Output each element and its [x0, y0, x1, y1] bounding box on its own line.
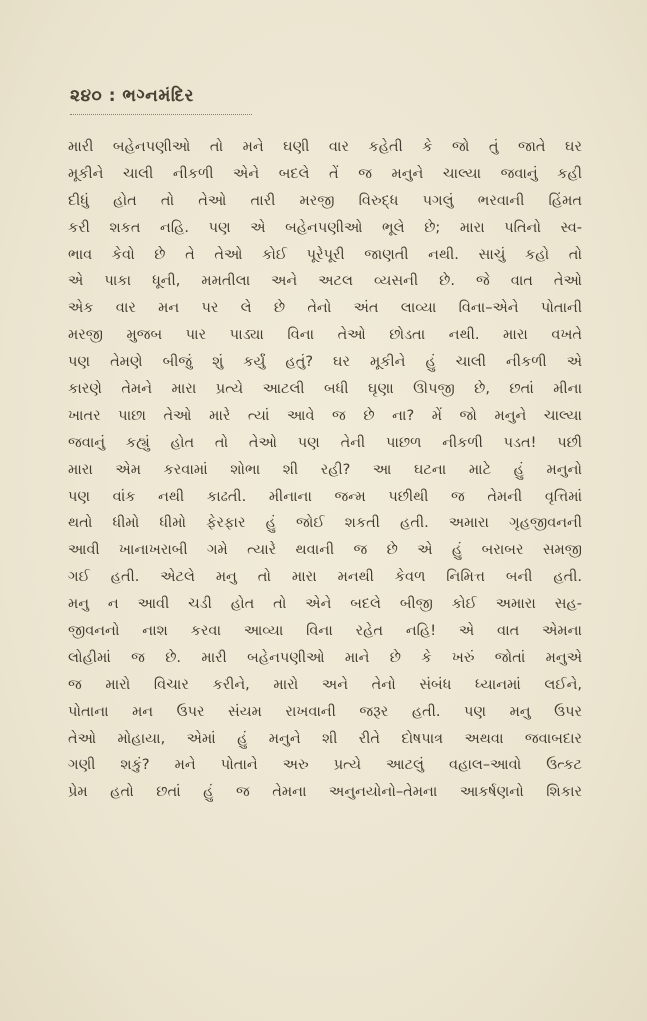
text-line: ગઈ હતી. એટલે મનુ તો મારા મનથી કેવળ નિમિત્ત બની હતી. [68, 569, 582, 586]
text-line: એ પાકા ધૂની, મમતીલા અને અટલ વ્યસની છે. જે વાત તેઓ [68, 273, 582, 290]
text-line: પણ વાંક નથી કાઢતી. મીનાના જન્મ પછીથી જ તેમની વૃત્તિમાં [68, 488, 582, 505]
text-line: ભાવ કેવો છે તે તેઓ કોઈ પૂરેપૂરી જાણતી નથી. સાચું કહો તો [68, 246, 582, 263]
text-line: ખાતર પાછા તેઓ મારે ત્યાં આવે જ છે ના? મેં જો મનુને ચાલ્યા [68, 407, 582, 424]
text-line: મનુ ન આવી ચડી હોત તો એને બદલે બીજી કોઈ અમારા સહ- [68, 596, 582, 613]
text-line: પ્રેમ હતો છતાં હું જ તેમના અનુનયોનો–તેમના આકર્ષણનો શિકાર [68, 784, 582, 801]
text-line: થતો ધીમો ધીમો ફેરફાર હું જોઈ શકતી હતી. અમારા ગૃહજીવનની [68, 515, 582, 532]
text-line: મરજી મુજબ પાર પાડ્યા વિના તેઓ છોડતા નથી. મારા વખતે [68, 327, 582, 344]
text-line: પોતાના મન ઉપર સંયમ રાખવાની જરૂર હતી. પણ મનુ ઉપર [68, 703, 582, 720]
running-header [70, 86, 194, 106]
text-line: કરી શકત નહિ. પણ એ બહેનપણીઓ ભૂલે છે; મારા પતિનો સ્વ- [68, 219, 582, 236]
text-line: જીવનનો નાશ કરવા આવ્યા વિના રહેત નહિ! એ વાત એમના [68, 623, 582, 640]
text-line: જ મારો વિચાર કરીને, મારો અને તેનો સંબંધ ધ્યાનમાં લઈને, [68, 676, 582, 693]
text-line: મારા એમ કરવામાં શોભા શી રહી? આ ઘટના માટે હું મનુનો [68, 461, 582, 478]
text-line: જવાનું કહ્યું હોત તો તેઓ પણ તેની પાછળ નીકળી પડત! પછી [68, 434, 582, 451]
text-line: પણ તેમણે બીજું શું કર્યું હતું? ઘર મૂકીને હું ચાલી નીકળી એ [68, 354, 582, 371]
text-line: ગણી શકું? મને પોતાને અરુ પ્રત્યે આટલું વહાલ–આવો ઉત્કટ [68, 757, 582, 774]
body-text [68, 134, 582, 806]
text-line: દીધું હોત તો તેઓ તારી મરજી વિરુદ્ધ પગલું ભરવાની હિંમત [68, 192, 582, 209]
text-line: તેઓ મોહાયા, એમાં હું મનુને શી રીતે દોષપાત્ર અથવા જવાબદાર [68, 730, 582, 747]
text-line: એક વાર મન પર લે છે તેનો અંત લાવ્યા વિના–એને પોતાની [68, 300, 582, 317]
text-line: લોહીમાં જ છે. મારી બહેનપણીઓ માને છે કે ખરું જોતાં મનુએ [68, 649, 582, 666]
text-line: આવી ખાનાખરાબી ગમે ત્યારે થવાની જ છે એ હું બરાબર સમજી [68, 542, 582, 559]
page-number: ૨૪૦ [70, 86, 103, 106]
text-line: મારી બહેનપણીઓ તો મને ઘણી વાર કહેતી કે જો તું જાતે ઘર [68, 139, 582, 155]
header-divider [70, 114, 252, 115]
text-line: મૂકીને ચાલી નીકળી એને બદલે તેં જ મનુને ચાલ્યા જવાનું કહી [68, 165, 582, 182]
header-separator: : [108, 86, 116, 106]
text-line: કારણે તેમને મારા પ્રત્યે આટલી બધી ઘૃણા ઊપજી છે, છતાં મીના [68, 381, 582, 398]
book-title: ભગ્નમંદિર [122, 86, 194, 106]
